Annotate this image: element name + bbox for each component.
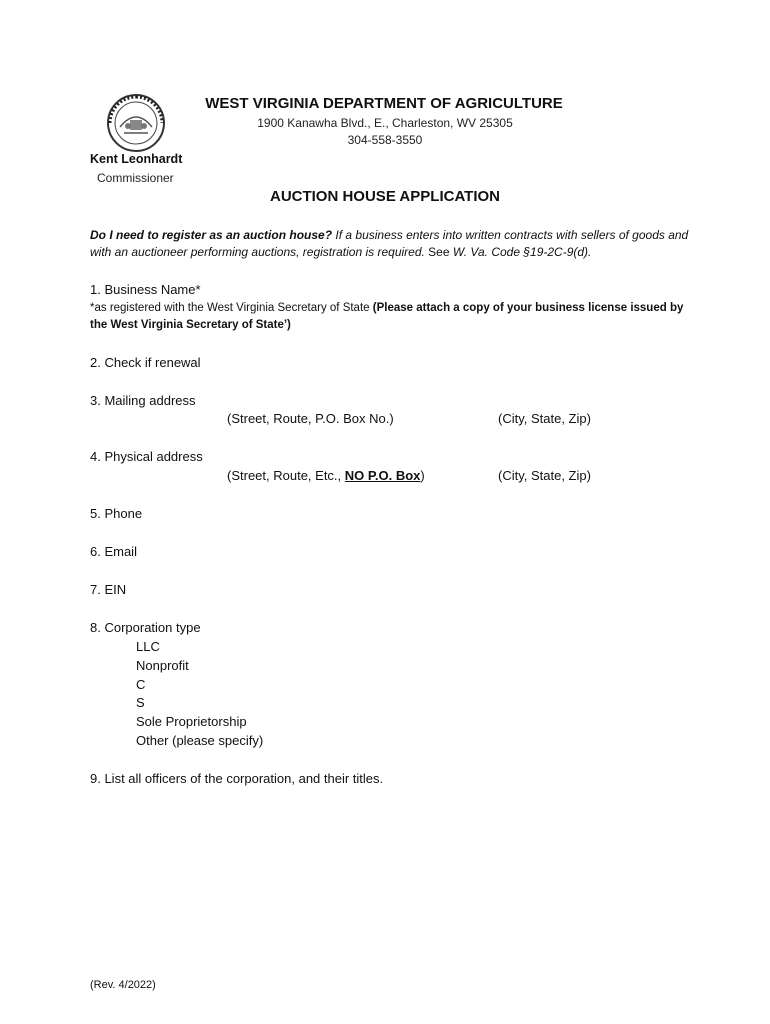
department-title: WEST VIRGINIA DEPARTMENT OF AGRICULTURE	[205, 95, 563, 112]
corp-type-c[interactable]: C	[136, 677, 146, 692]
business-name-note	[90, 300, 690, 334]
question-ein: 7. EIN	[90, 582, 127, 597]
corp-type-s[interactable]: S	[136, 695, 145, 710]
commissioner-name: Kent Leonhardt	[90, 152, 183, 166]
question-renewal: 2. Check if renewal	[90, 355, 201, 370]
question-corporation-type: 8. Corporation type	[90, 620, 201, 635]
department-address: 1900 Kanawha Blvd., E., Charleston, WV 25305	[257, 116, 513, 130]
mailing-street-hint: (Street, Route, P.O. Box No.)	[227, 411, 394, 426]
intro-paragraph	[90, 227, 690, 261]
question-email: 6. Email	[90, 544, 137, 559]
intro-see: See	[424, 245, 453, 259]
commissioner-title: Commissioner	[97, 171, 174, 185]
question-officers: 9. List all officers of the corporation, and their titles.	[90, 771, 384, 786]
physical-street-hint-a: (Street, Route, Etc.,	[227, 468, 345, 483]
intro-text: If a business enters into written contracts with sellers of goods and with an auctioneer performing auctions, registration is required.	[90, 228, 689, 259]
business-name-note-bold: (Please attach a copy of your business license issued by the West Virginia Secretary of State’)	[90, 302, 684, 331]
question-business-name: 1. Business Name*	[90, 282, 201, 297]
corp-type-llc[interactable]: LLC	[136, 639, 160, 654]
physical-street-hint-c: )	[420, 468, 425, 483]
business-name-note-text: *as registered with the West Virginia Secretary of State	[90, 302, 373, 314]
intro-question: Do I need to register as an auction house?	[90, 228, 333, 242]
question-mailing-address: 3. Mailing address	[90, 393, 196, 408]
intro-code: W. Va. Code §19-2C-9(d).	[452, 245, 592, 259]
question-phone: 5. Phone	[90, 506, 143, 521]
no-po-box-note: NO P.O. Box	[344, 468, 421, 483]
form-title: AUCTION HOUSE APPLICATION	[269, 188, 500, 205]
corp-type-nonprofit[interactable]: Nonprofit	[136, 658, 189, 673]
corp-type-sole-proprietorship[interactable]: Sole Proprietorship	[136, 714, 247, 729]
revision-date: (Rev. 4/2022)	[90, 979, 156, 991]
department-phone: 304-558-3550	[347, 133, 423, 147]
question-physical-address: 4. Physical address	[90, 449, 203, 464]
physical-city-hint: (City, State, Zip)	[498, 468, 591, 483]
corp-type-other[interactable]: Other (please specify)	[136, 733, 264, 748]
mailing-city-hint: (City, State, Zip)	[498, 411, 591, 426]
physical-street-hint	[227, 468, 425, 483]
